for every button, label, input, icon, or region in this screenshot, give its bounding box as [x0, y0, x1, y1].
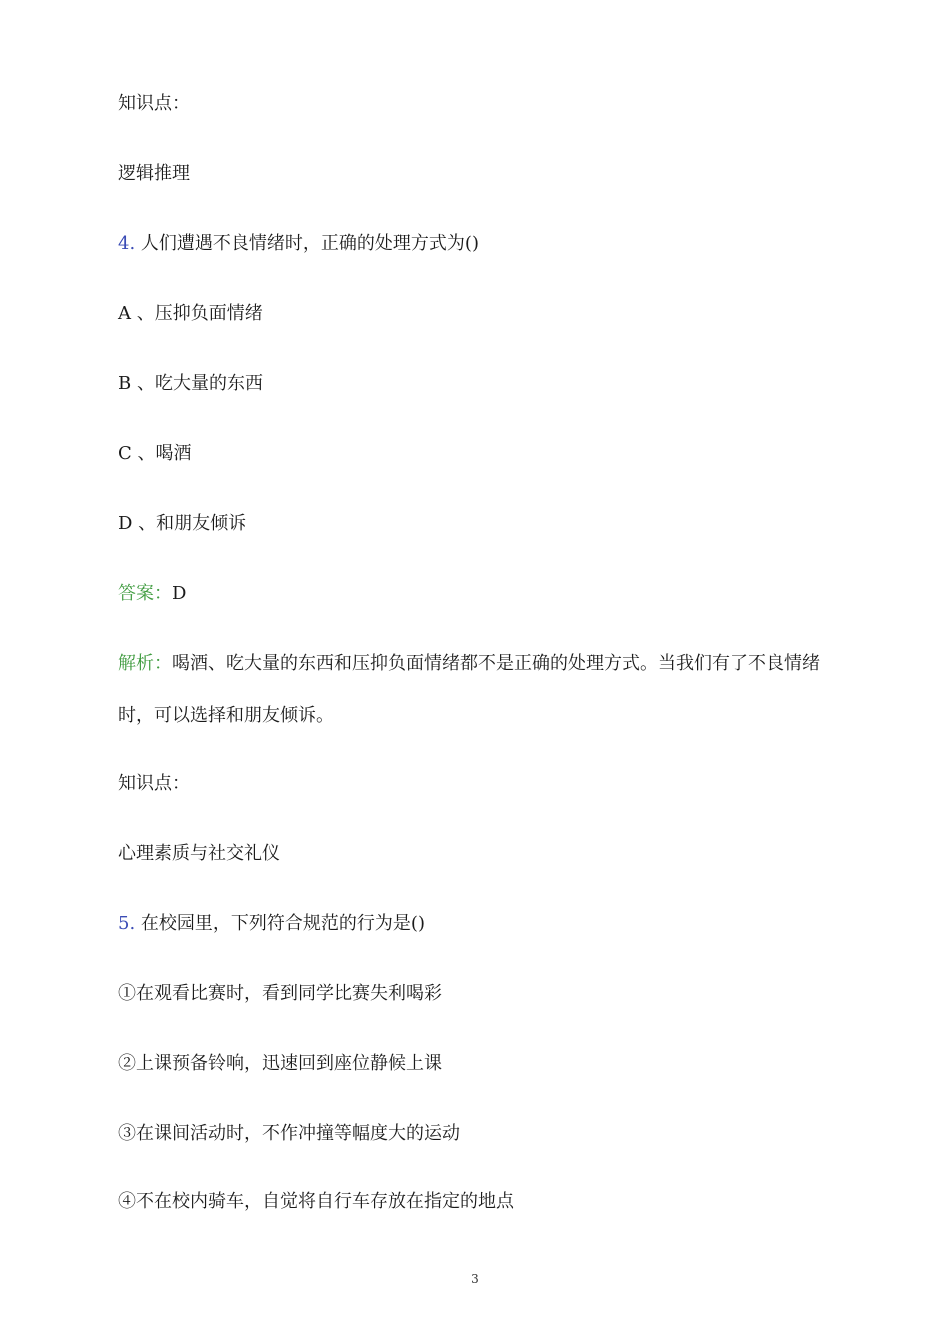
statement-2: ②上课预备铃响，迅速回到座位静候上课: [118, 1053, 442, 1074]
answer-value: D: [172, 583, 187, 604]
statement-4: ④不在校内骑车，自觉将自行车存放在指定的地点: [118, 1191, 514, 1212]
option-b: B 、吃大量的东西: [118, 373, 263, 394]
option-d: D 、和朋友倾诉: [118, 513, 247, 534]
question-5-number: 5: [118, 913, 130, 934]
statement-3: ③在课间活动时，不作冲撞等幅度大的运动: [118, 1123, 460, 1144]
question-4-number: 4: [118, 233, 130, 254]
knowledge-label-1: 知识点：: [118, 93, 190, 114]
question-5-separator: .: [129, 913, 136, 934]
knowledge-value-1: 逻辑推理: [118, 163, 190, 184]
statement-1: ①在观看比赛时，看到同学比赛失利喝彩: [118, 983, 442, 1004]
question-4-stem: [118, 232, 479, 256]
answer-line: [118, 582, 186, 606]
analysis-label: 解析：: [118, 653, 172, 674]
option-c: C 、喝酒: [118, 443, 192, 464]
analysis-block: [118, 638, 833, 742]
page-number: 3: [471, 1272, 479, 1286]
analysis-text: 喝酒、吃大量的东西和压抑负面情绪都不是正确的处理方式。当我们有了不良情绪时，可以选择和朋友倾诉。: [118, 653, 820, 726]
question-5-text: 在校园里，下列符合规范的行为是(): [140, 913, 425, 934]
answer-label: 答案：: [118, 583, 172, 604]
question-4-text: 人们遭遇不良情绪时，正确的处理方式为(): [140, 233, 479, 254]
knowledge-value-2: 心理素质与社交礼仪: [118, 843, 280, 864]
knowledge-label-2: 知识点：: [118, 773, 190, 794]
question-5-stem: [118, 912, 425, 936]
option-a: A 、压抑负面情绪: [118, 303, 263, 324]
question-4-separator: .: [129, 233, 136, 254]
